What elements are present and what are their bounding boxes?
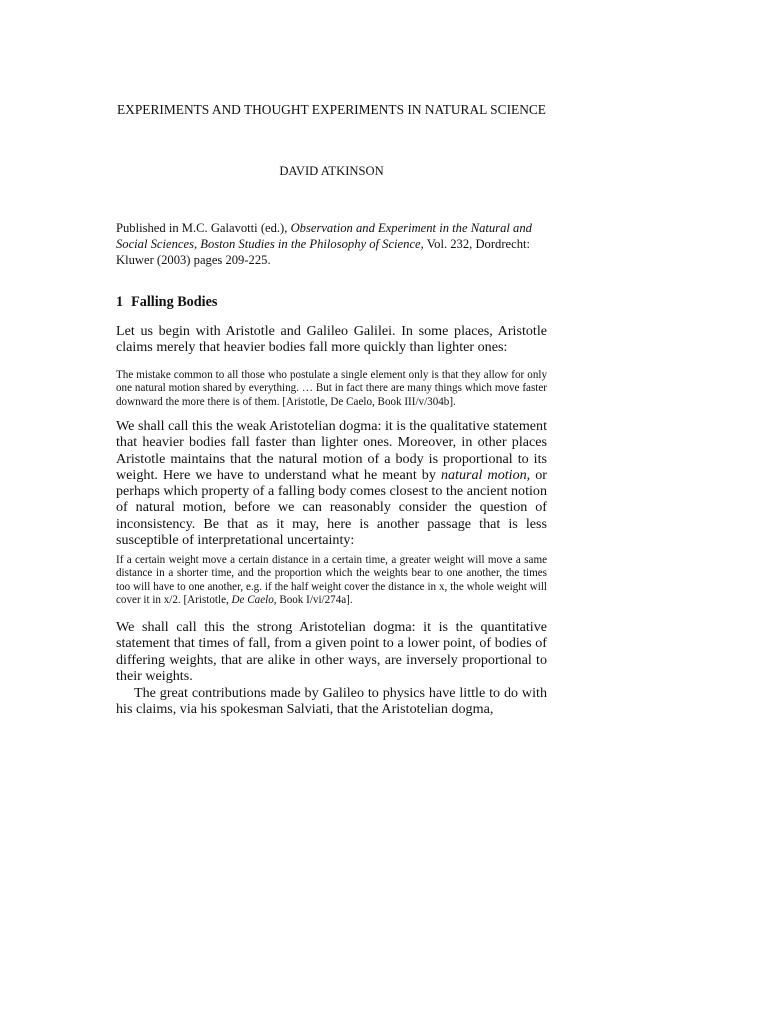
block-quote-2 bbox=[116, 554, 547, 608]
quote-2-part-b: , Book I/vi/274a]. bbox=[273, 594, 353, 607]
quote-2-emphasis: De Caelo bbox=[231, 594, 274, 607]
section-title: Falling Bodies bbox=[131, 294, 218, 310]
body-paragraph-4: The great contributions made by Galileo to physics have little to do with his claims, via his spokesman Salviati, that the Aristotelian dogma, bbox=[116, 685, 547, 718]
body-paragraph-1: Let us begin with Aristotle and Galileo Galilei. In some places, Aristotle claims merely that heavier bodies fall more quickly than lighter ones: bbox=[116, 323, 547, 356]
quote-2-part-a: If a certain weight move a certain distance in a certain time, a greater weight will move a same distance in a shorter time, and the proportion which the weights bear to one another, the times too will have to one another, e.g. if the half weight cover the distance in x, the whole weight will cover it in x/2. [Aristotle, bbox=[116, 554, 547, 607]
paper-author: DAVID ATKINSON bbox=[279, 164, 384, 178]
body-paragraph-3: We shall call this the strong Aristotelian dogma: it is the quantitative statement that times of fall, from a given point to a lower point, of bodies of differing weights, that are alike in other ways, are inversely proportional to their weights. bbox=[116, 619, 547, 684]
publication-note bbox=[116, 220, 547, 269]
block-quote-1: The mistake common to all those who postulate a single element only is that they allow for only one natural motion shared by everything. … But in fact there are many things which move faster downward the more there is of them. [Aristotle, De Caelo, Book III/v/304b]. bbox=[116, 369, 547, 408]
publication-prefix: Published in M.C. Galavotti (ed.), bbox=[116, 221, 291, 235]
section-number: 1 bbox=[116, 294, 124, 310]
paragraph-2-emphasis: natural motion, bbox=[440, 466, 531, 483]
publication-book-title: Observation and Experiment in the Natural and Social Sciences, Boston Studies in the Philosophy of Science, bbox=[116, 221, 532, 252]
body-paragraph-2 bbox=[116, 418, 547, 548]
paragraph-2-part-a: We shall call this the weak Aristotelian dogma: it is the qualitative statement that heavier bodies fall faster than lighter ones. Moreover, in other places Aristotle maintains that the natural motion of a body is proportional to its weight. Here we have to understand what he meant by bbox=[116, 418, 547, 483]
paragraph-2-part-b: or perhaps which property of a falling body comes closest to the ancient notion of natural motion, before we can reasonably consider the question of inconsistency. Be that as it may, here is another passage that is less susceptible of interpretational uncertainty: bbox=[116, 466, 548, 549]
publication-suffix: Vol. 232, Dordrecht: Kluwer (2003) pages 209-225. bbox=[116, 237, 531, 268]
section-heading bbox=[116, 293, 547, 311]
paper-title: EXPERIMENTS AND THOUGHT EXPERIMENTS IN NATURAL SCIENCE bbox=[116, 102, 546, 117]
